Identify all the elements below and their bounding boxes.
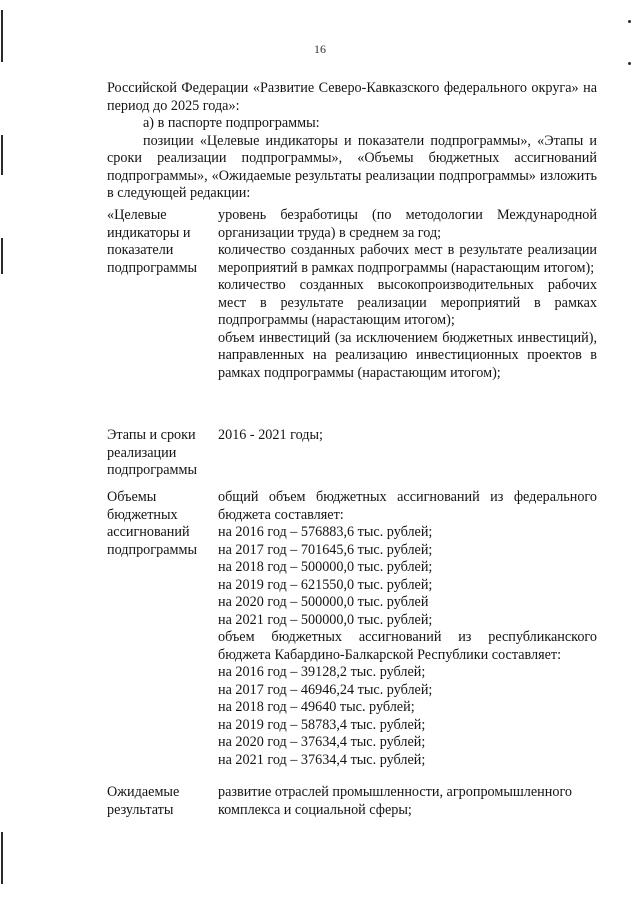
budget-item: на 2017 год – 701645,6 тыс. рублей; (218, 541, 433, 558)
budget-item: на 2016 год – 39128,2 тыс. рублей; (218, 664, 426, 680)
stages-item: 2016 - 2021 годы; (218, 427, 323, 443)
scan-dot-right-top (628, 20, 631, 23)
row-content-budget (218, 489, 597, 769)
budget-item: на 2019 год – 58783,4 тыс. рублей; (218, 716, 426, 733)
budget-item: на 2021 год – 37634,4 тыс. рублей; (218, 751, 426, 768)
indicator-item: уровень безработицы (по методологии Международной организации труда) в среднем за год; (218, 207, 597, 241)
indicator-item: количество созданных рабочих мест в результате реализации мероприятий в рамках подпрограммы (нарастающим итогом); (218, 242, 597, 276)
budget-item: на 2021 год – 500000,0 тыс. рублей; (218, 611, 433, 628)
row-content-stages (218, 427, 597, 445)
budget-item: на 2016 год – 576883,6 тыс. рублей; (218, 524, 433, 540)
intro-text (107, 80, 597, 203)
budget-item: на 2020 год – 500000,0 тыс. рублей (218, 594, 429, 610)
row-label-indicators: «Целевые индикаторы и показатели подпрограммы (107, 207, 197, 276)
indicator-item: объем инвестиций (за исключением бюджетных инвестиций), направленных на реализацию инвестиционных проектов в рамках подпрограммы (нарастающим итогом); (218, 329, 597, 381)
budget-item: объем бюджетных ассигнований из республиканского бюджета Кабардино-Балкарской Республики составляет: (218, 629, 597, 663)
budget-item: на 2017 год – 46946,24 тыс. рублей; (218, 681, 433, 698)
page-number: 16 (314, 42, 326, 56)
row-content-results (218, 784, 597, 819)
indicator-item: количество созданных высокопроизводительных рабочих мест в результате реализации мероприятий в рамках подпрограммы (нарастающим итогом); (218, 277, 597, 328)
intro-line-2: а) в паспорте подпрограммы: (143, 115, 320, 131)
row-label-stages: Этапы и сроки реализации подпрограммы (107, 427, 197, 478)
budget-item: на 2019 год – 621550,0 тыс. рублей; (218, 576, 433, 593)
scan-edge-mark-left-low (1, 238, 3, 274)
row-label-results: Ожидаемые результаты (107, 784, 180, 818)
budget-item: на 2018 год – 500000,0 тыс. рублей; (218, 559, 433, 575)
row-content-indicators (218, 207, 597, 382)
intro-line-3: позиции «Целевые индикаторы и показатели подпрограммы», «Этапы и сроки реализации подпрограммы», «Объемы бюджетных ассигнований подпрограммы», «Ожидаемые результаты реализации подпрограммы» изложить в следующей редакции: (107, 132, 597, 201)
intro-line-1: Российской Федерации «Развитие Северо-Кавказского федерального округа» на период до 2025 года»: (107, 80, 597, 114)
budget-item: на 2018 год – 49640 тыс. рублей; (218, 699, 415, 715)
scan-dot-right-second (628, 62, 631, 65)
row-label-budget: Объемы бюджетных ассигнований подпрограммы (107, 489, 197, 558)
scan-edge-mark-left-bottom (1, 832, 3, 884)
budget-item: общий объем бюджетных ассигнований из федерального бюджета составляет: (218, 489, 597, 523)
scan-edge-mark-left-mid (1, 135, 3, 175)
results-item: развитие отраслей промышленности, агропромышленного комплекса и социальной сферы; (218, 784, 573, 818)
budget-item: на 2020 год – 37634,4 тыс. рублей; (218, 734, 426, 750)
